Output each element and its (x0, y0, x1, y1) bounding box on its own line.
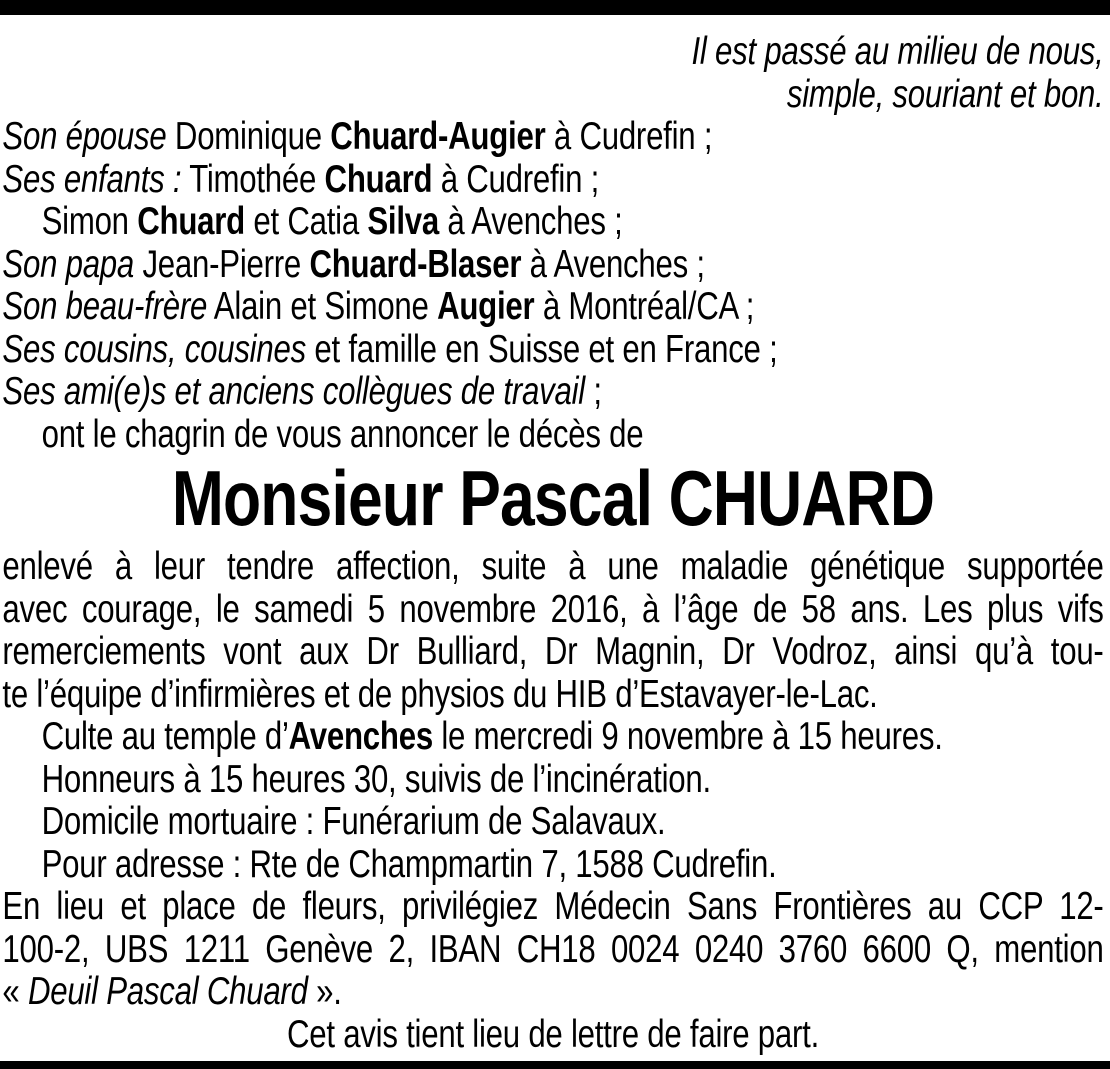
family-line (2, 116, 1103, 159)
family-line (2, 371, 1103, 414)
text-segment: Silva (367, 200, 439, 243)
ceremony-line: Honneurs à 15 heures 30, suivis de l’incinération. (41, 757, 711, 801)
ceremony-line: Pour adresse : Rte de Champmartin 7, 1588 Cudrefin. (41, 842, 777, 886)
epigraph-line: simple, souriant et bon. (786, 72, 1104, 116)
ceremony-line: Domicile mortuaire : Funérarium de Salavaux. (41, 800, 666, 843)
text-segment: Son beau-frère (2, 285, 208, 328)
text-segment: et Catia (244, 200, 368, 243)
family-line (2, 286, 1103, 329)
text-segment: Son épouse (2, 115, 167, 158)
donation-mention-line (2, 971, 1103, 1014)
text-segment: ont le chagrin de vous annoncer le décès de (41, 412, 644, 456)
epigraph (2, 31, 1103, 116)
text-segment: Augier (437, 285, 535, 328)
obituary-line: remerciements vont aux Dr Bulliard, Dr Magnin, Dr Vodroz, ainsi qu’à tou- (2, 630, 1104, 673)
text-segment: Simon (41, 200, 138, 243)
top-rule (0, 0, 1110, 15)
obituary-line: te l’équipe d’infirmières et de physios du HIB d’Estavayer-le-Lac. (2, 672, 878, 716)
obituary-line: enlevé à leur tendre affection, suite à une maladie génétique supportée (2, 545, 1104, 588)
family-line (2, 244, 1103, 287)
text-segment: Chuard (324, 157, 433, 201)
text-segment: à Cudrefin ; (545, 115, 713, 158)
text-segment: Alain et Simone (207, 285, 438, 328)
donation-paragraph (2, 886, 1103, 1014)
text-segment: le mercredi 9 novembre à 15 heures. (432, 715, 943, 758)
text-segment: Culte au temple d’ (41, 715, 289, 758)
text-segment: Ses enfants : (2, 157, 182, 201)
announcement-line (2, 414, 1103, 457)
donation-line: En lieu et place de fleurs, privilégiez Médecin Sans Frontières au CCP 12- (2, 885, 1104, 928)
obituary-paragraph (2, 546, 1103, 716)
text-segment: Dominique (166, 115, 331, 158)
text-segment: Chuard (137, 200, 245, 243)
text-segment: Timothée (181, 157, 325, 201)
text-segment: Chuard-Augier (330, 115, 546, 158)
text-segment: Ses ami(e)s et anciens collègues de travail (2, 370, 585, 413)
text-segment: Son papa (2, 242, 135, 286)
text-segment: Ses cousins, cousines (2, 327, 306, 371)
bottom-rule (0, 1061, 1110, 1069)
family-list (2, 116, 1103, 456)
notice-content (0, 15, 1110, 1056)
family-line (2, 159, 1103, 202)
text-segment: Deuil Pascal Chuard (27, 970, 308, 1013)
obituary-line: avec courage, le samedi 5 novembre 2016, à l’âge de 58 ans. Les plus vifs (2, 587, 1104, 631)
ceremony-details (2, 716, 1103, 886)
text-segment: et famille en Suisse et en France ; (305, 327, 778, 371)
text-segment: à Avenches ; (438, 200, 623, 243)
deceased-name: Monsieur Pascal CHUARD (171, 454, 935, 542)
donation-line: 100-2, UBS 1211 Genève 2, IBAN CH18 0024 0240 3760 6600 Q, mention (2, 927, 1104, 971)
text-segment: ; (584, 370, 602, 413)
text-segment: à Avenches ; (521, 242, 705, 286)
text-segment: à Cudrefin ; (432, 157, 600, 201)
text-segment: Chuard-Blaser (309, 242, 522, 286)
text-segment: Avenches (288, 715, 433, 758)
epigraph-line: Il est passé au milieu de nous, (691, 30, 1104, 73)
text-segment: ». (307, 970, 342, 1013)
closing-line: Cet avis tient lieu de lettre de faire part. (286, 1012, 820, 1056)
text-segment: « (2, 970, 28, 1013)
family-line (2, 329, 1103, 372)
family-line (2, 201, 1103, 244)
text-segment: à Montréal/CA ; (534, 285, 755, 328)
ceremony-line (2, 716, 1103, 759)
text-segment: Jean-Pierre (134, 242, 310, 286)
